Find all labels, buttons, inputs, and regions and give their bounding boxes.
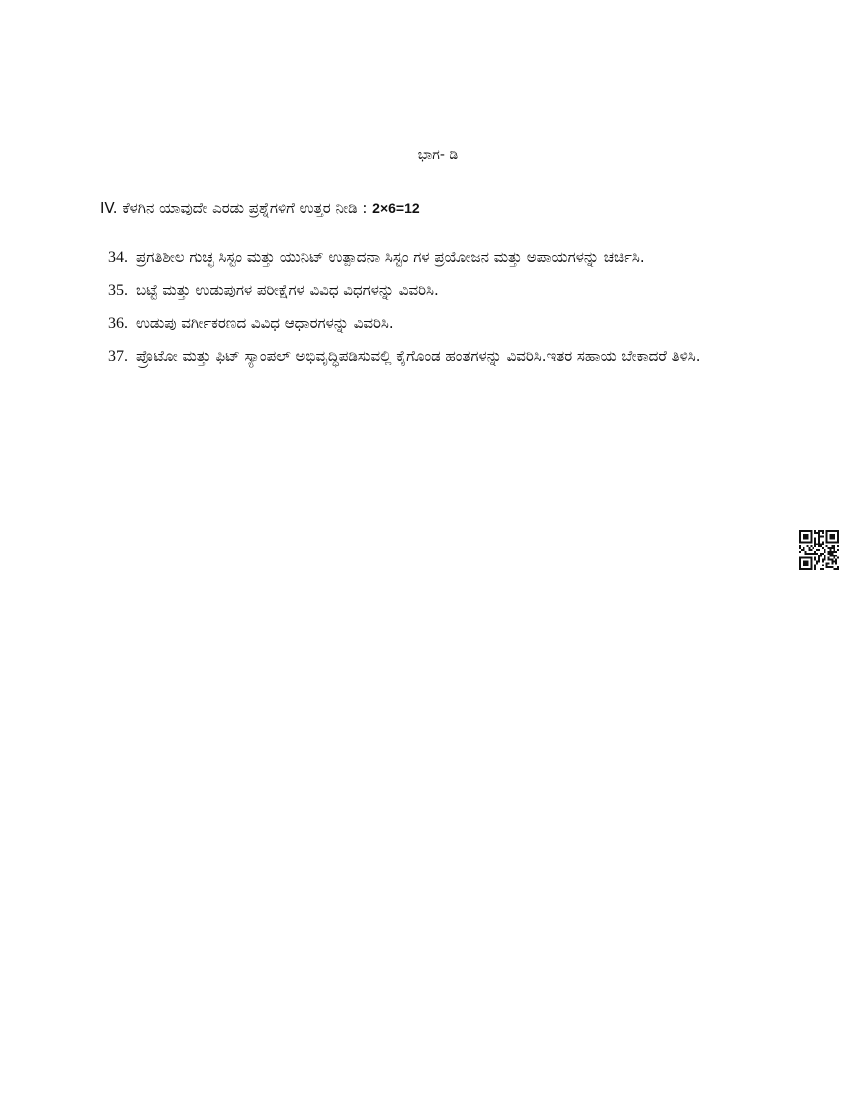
question-item bbox=[108, 307, 748, 340]
section-marks: 2×6=12 bbox=[372, 200, 420, 216]
question-number: 35. bbox=[108, 282, 128, 299]
question-text: ಬಟ್ಟೆ ಮತ್ತು ಉಡುಪುಗಳ ಪರೀಕ್ಷೆಗಳ ವಿವಿಧ ವಿಧಗಳನ್ನು ವಿವರಿಸಿ. bbox=[136, 281, 439, 299]
question-list bbox=[108, 241, 748, 373]
question-text: ಪ್ರಗತಿಶೀಲ ಗುಚ್ಛ ಸಿಸ್ಟಂ ಮತ್ತು ಯುನಿಟ್ ಉತ್ಪಾದನಾ ಸಿಸ್ಟಂ ಗಳ ಪ್ರಯೋಜನ ಮತ್ತು ಅಪಾಯಗಳನ್ನು ಚರ್ಚಿಸಿ. bbox=[136, 248, 645, 266]
question-item bbox=[108, 340, 748, 373]
part-heading: ಭಾಗ- ಡಿ bbox=[417, 147, 459, 163]
question-number: 34. bbox=[108, 249, 128, 266]
qr-code-icon bbox=[799, 530, 839, 570]
question-item bbox=[108, 241, 748, 274]
section-heading bbox=[100, 196, 420, 220]
question-item bbox=[108, 274, 748, 307]
question-text: ಪ್ರೊಟೋ ಮತ್ತು ಫಿಟ್ ಸ್ಯಾಂಪಲ್ ಅಭಿವೃದ್ಧಿಪಡಿಸುವಲ್ಲಿ ಕೈಗೊಂಡ ಹಂತಗಳನ್ನು ವಿವರಿಸಿ.ಇತರ ಸಹಾಯ ಬೇಕಾದರೆ ತಿಳಿಸಿ. bbox=[136, 347, 701, 365]
question-text: ಉಡುಪು ವರ್ಗೀಕರಣದ ವಿವಿಧ ಆಧಾರಗಳನ್ನು ವಿವರಿಸಿ. bbox=[136, 314, 394, 332]
question-number: 37. bbox=[108, 348, 128, 365]
section-roman-numeral: IV. bbox=[100, 199, 118, 217]
question-number: 36. bbox=[108, 315, 128, 332]
section-instruction: ಕೆಳಗಿನ ಯಾವುದೇ ಎರಡು ಪ್ರಶ್ನೆಗಳಿಗೆ ಉತ್ತರ ನೀಡಿ : bbox=[122, 199, 368, 217]
